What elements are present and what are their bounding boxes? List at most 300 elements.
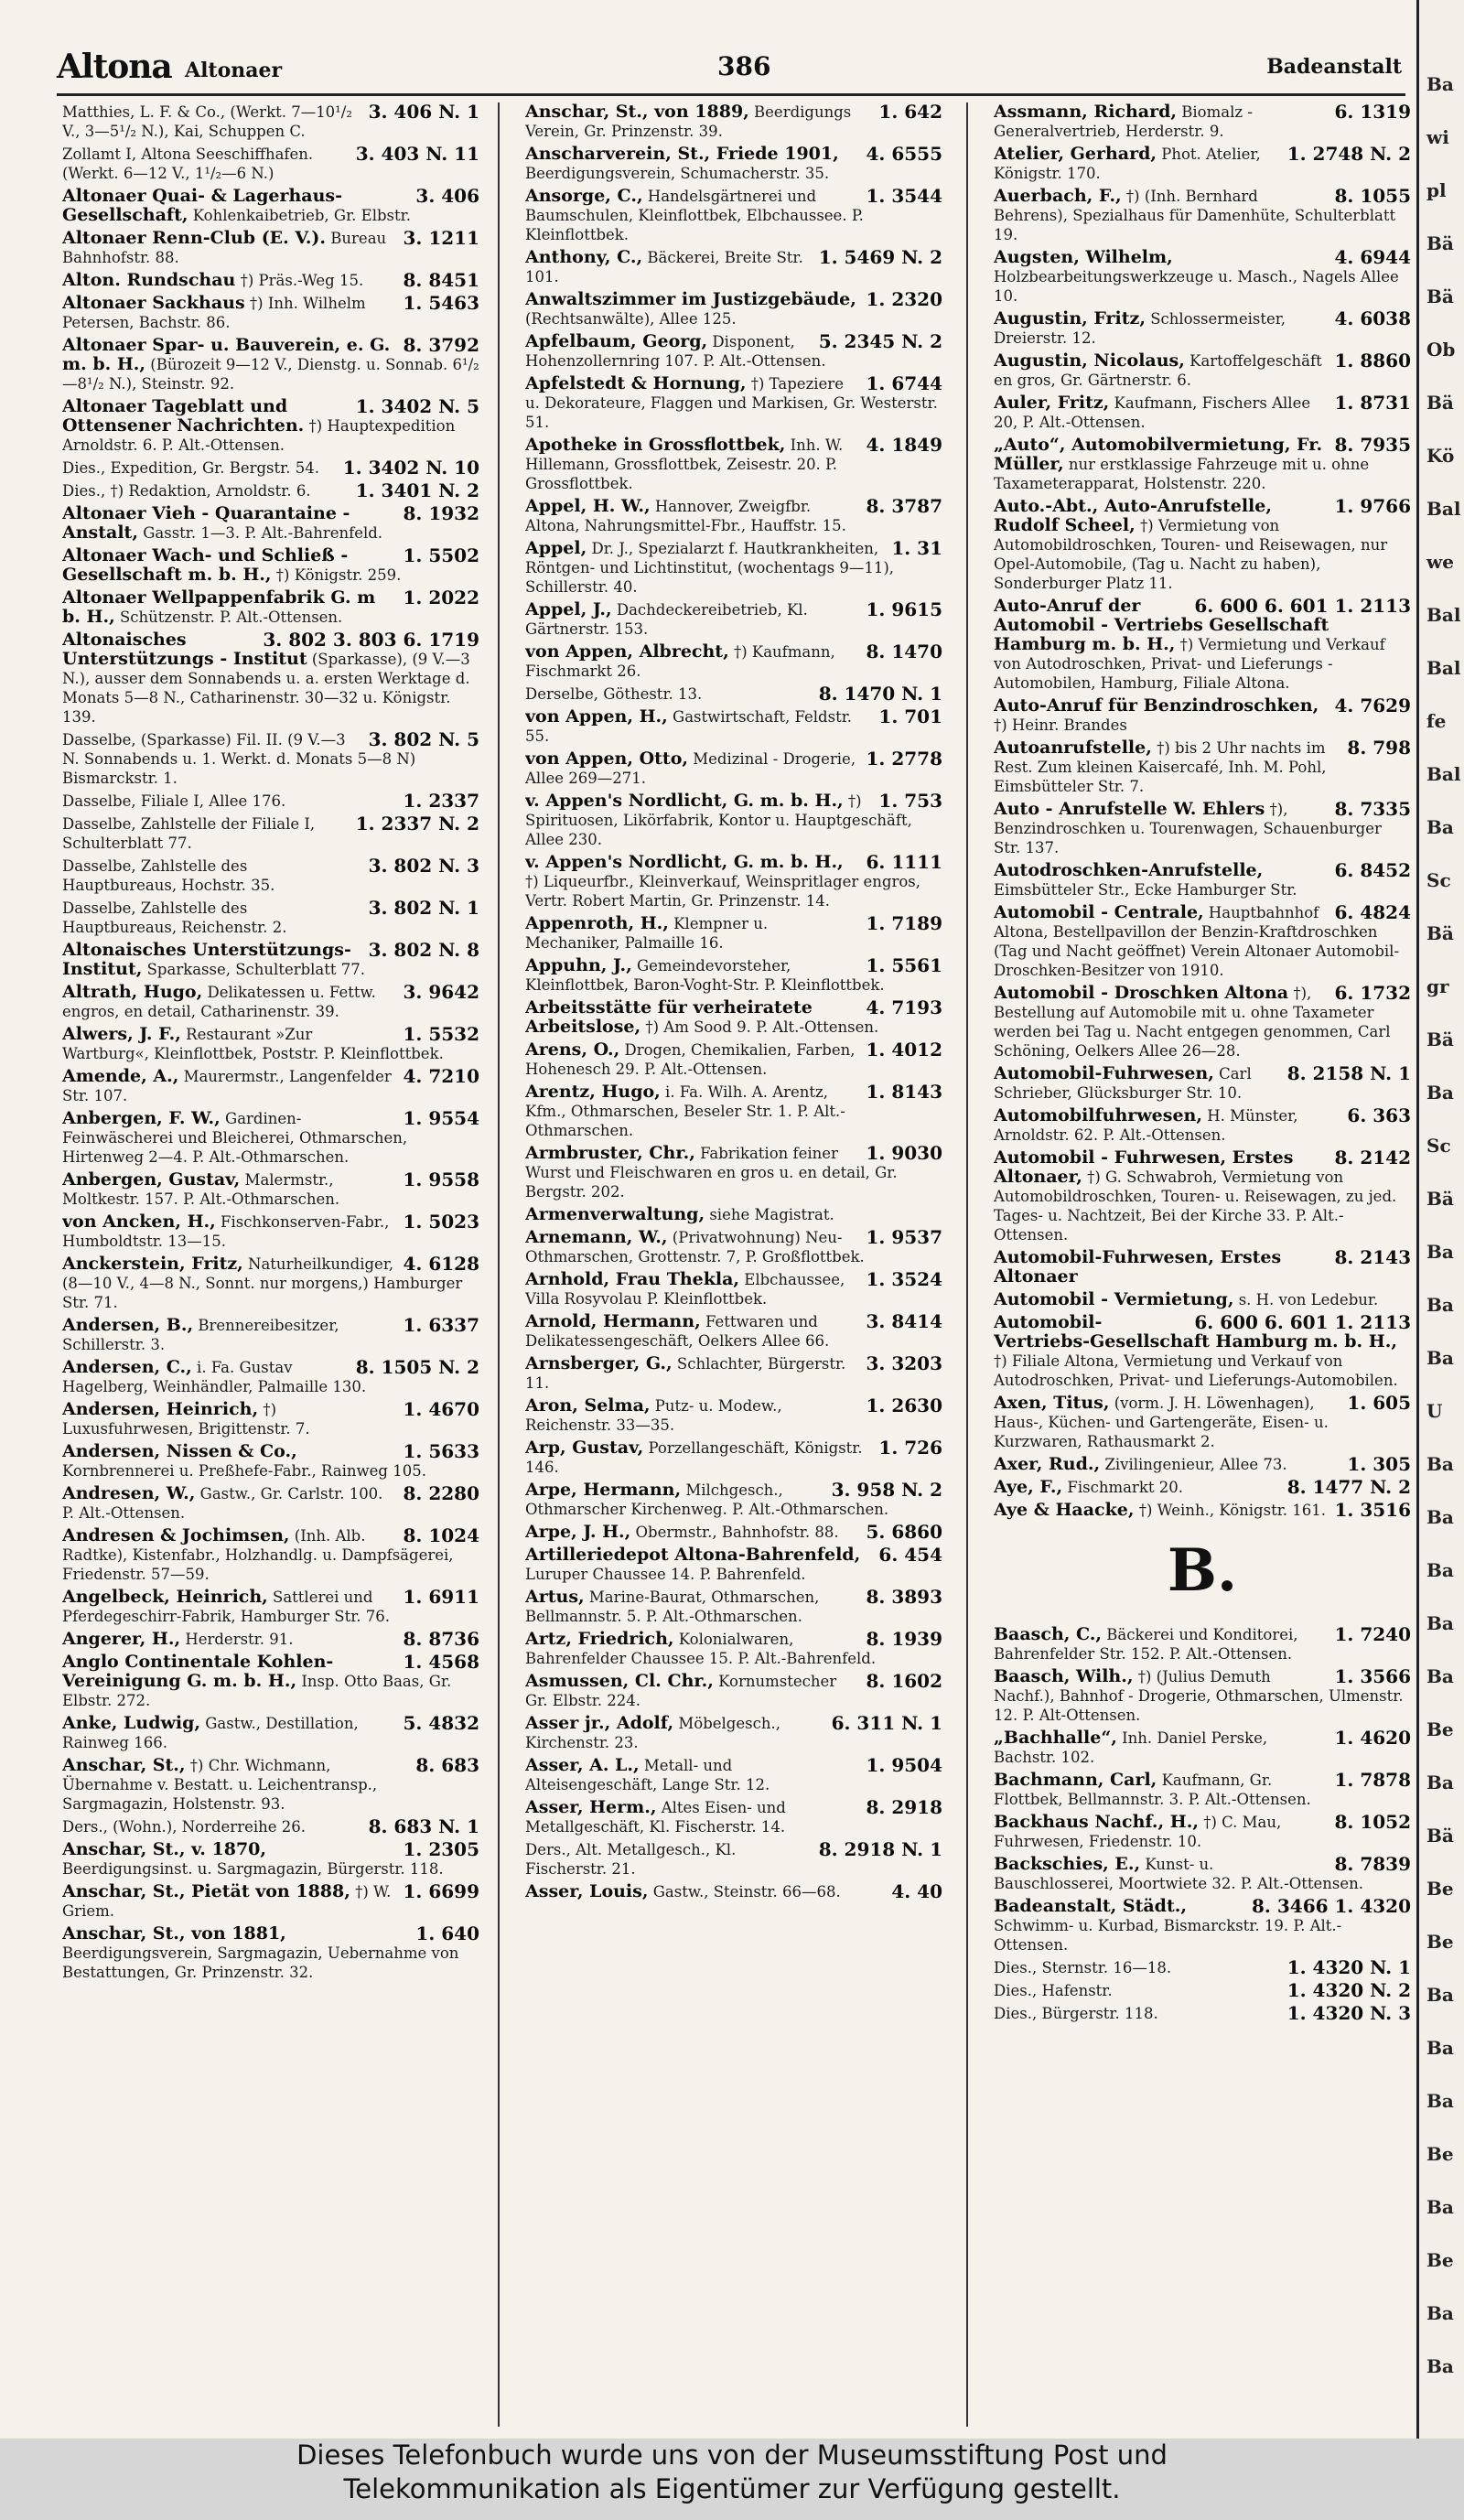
adjacent-page-fragment: Ba (1426, 2037, 1454, 2059)
directory-entry (994, 497, 1411, 593)
phone-number: 6. 8452 (1334, 859, 1411, 881)
phone-number: 1. 5469 N. 2 (818, 246, 942, 268)
subscriber-details: †) Am Sood 9. P. Alt.-Ottensen. (645, 1018, 879, 1036)
directory-entry (62, 1817, 479, 1836)
phone-number: 8. 3466 1. 4320 (1252, 1895, 1411, 1917)
phone-number: 8. 1470 (866, 641, 942, 662)
adjacent-page-fragment: Sc (1426, 869, 1451, 891)
directory-entry (525, 1438, 942, 1477)
directory-entry (994, 1290, 1411, 1309)
column-divider (966, 102, 968, 2427)
subscriber-name: Appuhn, J., (525, 955, 632, 975)
subscriber-details: Dies., †) Redaktion, Arnoldstr. 6. (62, 482, 311, 500)
subscriber-name: Angerer, H., (62, 1629, 181, 1649)
subscriber-name: Auto-Anruf für Benzindroschken, (994, 695, 1319, 716)
subscriber-name: Automobil-Fuhrwesen, Erstes Altonaer (994, 1247, 1282, 1287)
directory-entry (525, 1523, 942, 1542)
subscriber-details: Inh. W. Hillemann, Grossflottbek, Zeisestr. 20. P. Grossflottbek. (525, 436, 844, 492)
subscriber-details: Milchgesch., Othmarscher Kirchenweg. P. Alt.-Othmarschen. (525, 1481, 889, 1518)
subscriber-details: Bäckerei und Konditorei, Bahrenfelder Str. 152. P. Alt.-Ottensen. (994, 1626, 1298, 1663)
column-divider (498, 102, 500, 2427)
phone-number: 3. 8414 (866, 1310, 942, 1332)
directory-entry (62, 630, 479, 727)
subscriber-name: Anbergen, Gustav, (62, 1169, 241, 1190)
directory-entry (525, 956, 942, 995)
phone-number: 8. 7935 (1334, 434, 1411, 456)
directory-entry (994, 1855, 1411, 1893)
subscriber-name: Assmann, Richard, (994, 102, 1178, 122)
adjacent-page-fragment: Ba (1426, 1984, 1454, 2006)
directory-entry (994, 102, 1411, 141)
phone-number: 3. 802 N. 3 (368, 855, 479, 877)
phone-number: 3. 406 N. 1 (368, 102, 479, 123)
subscriber-name: „Auto“, Automobilvermietung, Fr. Müller, (994, 435, 1323, 474)
subscriber-details: †) Vermietung und Verkauf von Autodroschken, Privat- und Lieferungs - Automobilen, Hamburg, Filiale Altona. (994, 636, 1385, 692)
subscriber-name: von Ancken, H., (62, 1212, 216, 1232)
subscriber-details: Medizinal - Drogerie, Allee 269—271. (525, 750, 856, 787)
phone-number: 1. 2748 N. 2 (1286, 143, 1411, 165)
phone-number: 8. 1470 N. 1 (818, 683, 942, 705)
directory-entry (994, 1455, 1411, 1474)
phone-number: 1. 4620 (1334, 1727, 1411, 1749)
phone-number: 8. 7839 (1334, 1853, 1411, 1875)
phone-number: 1. 9504 (866, 1754, 942, 1776)
subscriber-details: Fischmarkt 20. (1067, 1479, 1183, 1496)
directory-entry (525, 1840, 942, 1879)
subscriber-name: Aye & Haacke, (994, 1500, 1135, 1520)
subscriber-name: Anckerstein, Fritz, (62, 1254, 243, 1274)
directory-entry (994, 436, 1411, 493)
subscriber-name: Auto - Anrufstelle W. Ehlers (994, 799, 1265, 819)
subscriber-name: Anschar, St., von 1889, (525, 102, 749, 122)
directory-entry (525, 1228, 942, 1266)
subscriber-details: Schlachter, Bürgerstr. 11. (525, 1355, 846, 1392)
adjacent-page-fragment: Bal (1426, 657, 1461, 679)
phone-number: 1. 2305 (403, 1838, 479, 1860)
subscriber-name: Apfelbaum, Georg, (525, 331, 708, 351)
subscriber-details: Hauptbahnhof Altona, Bestellpavillon der Benzin-Kraftdroschken (Tag und Nacht geöffnet) Verein Altonaer Automobil-Droschken-Besitzer von 1910. (994, 904, 1400, 979)
directory-entry (62, 941, 479, 979)
subscriber-name: Andersen, Nissen & Co., (62, 1441, 297, 1461)
adjacent-page-fragment: Be (1426, 1718, 1454, 1740)
subscriber-details: (Sparkasse), (9 V.—3 N.), ausser dem Sonnabends u. a. ersten Werktage d. Monats 5—8 N., Catharinenstr. 30—32 u. Königstr. 139. (62, 651, 470, 726)
subscriber-details: siehe Magistrat. (709, 1206, 834, 1223)
subscriber-details: H. Münster, Arnoldstr. 62. P. Alt.-Ottensen. (994, 1107, 1298, 1144)
subscriber-name: Apotheke in Grossflottbek, (525, 435, 786, 455)
subscriber-details: †), Benzindroschken u. Tourenwagen, Schauenburger Str. 137. (994, 801, 1382, 856)
directory-entry (525, 497, 942, 535)
phone-number: 6. 1319 (1334, 102, 1411, 123)
directory-entry (62, 102, 479, 141)
subscriber-details: Beerdigungsverein, Schumacherstr. 35. (525, 165, 830, 182)
subscriber-name: von Appen, Otto, (525, 748, 688, 769)
subscriber-details: Beerdigungsverein, Sargmagazin, Uebernahme von Bestattungen, Gr. Prinzenstr. 32. (62, 1944, 459, 1981)
phone-number: 8. 2142 (1334, 1147, 1411, 1168)
adjacent-page-fragment: Ba (1426, 2302, 1454, 2324)
subscriber-name: Auler, Fritz, (994, 393, 1110, 413)
phone-number: 1. 2630 (866, 1395, 942, 1416)
subscriber-details: Gastw., Gr. Carlstr. 100. P. Alt.-Ottensen. (62, 1485, 383, 1522)
subscriber-name: Appenroth, H., (525, 913, 669, 933)
subscriber-details: Zivilingenieur, Allee 73. (1104, 1456, 1287, 1473)
adjacent-page-fragment: Bä (1426, 922, 1454, 944)
subscriber-name: Altrath, Hugo, (62, 982, 203, 1002)
subscriber-details: Matthies, L. F. & Co., (Werkt. 7—10¹/₂ V., 3—5¹/₂ N.), Kai, Schuppen C. (62, 103, 352, 140)
subscriber-details: Kolonialwaren, Bahrenfelder Chaussee 15. P. Alt.-Bahrenfeld. (525, 1631, 877, 1667)
directory-entry (994, 1248, 1411, 1287)
subscriber-name: Altonaer Quai- & Lagerhaus-Gesellschaft, (62, 186, 342, 225)
directory-entry (62, 187, 479, 225)
phone-number: 1. 31 (891, 537, 942, 559)
phone-number: 1. 2337 N. 2 (355, 813, 479, 835)
subscriber-name: Anglo Continentale Kohlen-Vereinigung G. m. b. H., (62, 1652, 334, 1691)
footer-notice (0, 2439, 1464, 2520)
subscriber-name: Atelier, Gerhard, (994, 144, 1157, 164)
subscriber-name: Andresen, W., (62, 1483, 196, 1503)
subscriber-details: s. H. von Ledebur. (1238, 1291, 1379, 1308)
phone-number: 3. 802 N. 8 (368, 939, 479, 961)
phone-number: 8. 2280 (403, 1482, 479, 1504)
adjacent-page-fragment: Bä (1426, 1028, 1454, 1050)
phone-number: 8. 3893 (866, 1586, 942, 1608)
phone-number: 1. 5561 (866, 954, 942, 976)
phone-number: 1. 4320 N. 2 (1286, 1979, 1411, 2001)
subscriber-details: Dasselbe, Zahlstelle der Filiale I, Schulterblatt 77. (62, 815, 316, 852)
adjacent-page-fragment: Ba (1426, 2090, 1454, 2112)
phone-number: 3. 802 3. 803 6. 1719 (263, 629, 479, 651)
phone-number: 1. 6911 (403, 1586, 479, 1608)
subscriber-name: Andresen & Jochimsen, (62, 1525, 290, 1545)
subscriber-details: †) Kaufmann, Fischmarkt 26. (525, 643, 835, 680)
directory-entry (525, 1756, 942, 1794)
phone-number: 6. 600 6. 601 1. 2113 (1194, 595, 1411, 617)
phone-number: 1. 9537 (866, 1226, 942, 1248)
subscriber-name: Ansorge, C., (525, 186, 643, 206)
directory-entry (525, 914, 942, 953)
directory-entry (994, 1897, 1411, 1955)
phone-number: 8. 1932 (403, 502, 479, 524)
subscriber-name: Asmussen, Cl. Chr., (525, 1671, 714, 1691)
phone-number: 4. 6128 (403, 1253, 479, 1275)
phone-number: 5. 4832 (403, 1712, 479, 1734)
subscriber-name: v. Appen's Nordlicht, G. m. b. H., (525, 791, 844, 811)
phone-number: 1. 8143 (866, 1081, 942, 1103)
subscriber-details: Dasselbe, Zahlstelle des Hauptbureaus, Hochstr. 35. (62, 857, 275, 894)
directory-entry (525, 1545, 942, 1584)
subscriber-name: Apfelstedt & Hornung, (525, 373, 747, 393)
directory-entry (525, 1040, 942, 1079)
directory-entry (525, 1798, 942, 1836)
adjacent-page-fragment: Ba (1426, 1082, 1454, 1104)
phone-number: 1. 4320 N. 1 (1286, 1956, 1411, 1978)
phone-number: 1. 4320 N. 3 (1286, 2002, 1411, 2024)
phone-number: 1. 5463 (403, 292, 479, 314)
subscriber-details: Inh. Daniel Perske, Bachstr. 102. (994, 1729, 1268, 1766)
phone-number: 8. 3792 (403, 334, 479, 356)
adjacent-page-fragment: pl (1426, 179, 1447, 201)
phone-number: 1. 5502 (403, 544, 479, 566)
phone-number: 6. 454 (878, 1544, 942, 1566)
subscriber-details: Delikatessen u. Fettw. engros, en detail, Catharinenstr. 39. (62, 984, 376, 1020)
subscriber-name: Angelbeck, Heinrich, (62, 1587, 268, 1607)
directory-entry (525, 102, 942, 141)
footer-line-2: Telekommunikation als Eigentümer zur Verfügung gestellt. (343, 2473, 1121, 2504)
subscriber-details: Beerdigungs Verein, Gr. Prinzenstr. 39. (525, 103, 852, 140)
directory-entry (62, 1756, 479, 1814)
subscriber-details: †) C. Mau, Fuhrwesen, Friedenstr. 10. (994, 1814, 1282, 1850)
subscriber-details: Gardinen-Feinwäscherei und Bleicherei, Othmarschen, Hirtenweg 2—4. P. Alt.-Othmarschen. (62, 1110, 408, 1166)
directory-entry (994, 1981, 1411, 2000)
directory-entry (62, 856, 479, 895)
adjacent-page-fragment: Bal (1426, 604, 1461, 626)
adjacent-page-fragment: Ba (1426, 1294, 1454, 1316)
phone-number: 5. 2345 N. 2 (818, 330, 942, 352)
directory-entry (525, 600, 942, 639)
directory-entry (994, 145, 1411, 183)
phone-number: 1. 9766 (1334, 495, 1411, 517)
phone-number: 3. 1211 (403, 227, 479, 249)
subscriber-name: Appel, J., (525, 599, 612, 619)
phone-number: 8. 1505 N. 2 (355, 1356, 479, 1378)
directory-entry (62, 1170, 479, 1209)
subscriber-name: Artilleriedepot Altona-Bahrenfeld, (525, 1545, 861, 1565)
subscriber-details: i. Fa. Wilh. A. Arentz, Kfm., Othmarschen, Beseler Str. 1. P. Alt.-Othmarschen. (525, 1083, 845, 1139)
directory-entry (62, 504, 479, 543)
adjacent-page-fragment: Ba (1426, 1506, 1454, 1528)
subscriber-details: Sattlerei und Pferdegeschirr-Fabrik, Hamburger Str. 76. (62, 1588, 391, 1625)
phone-number: 8. 8451 (403, 269, 479, 291)
phone-number: 1. 6699 (403, 1880, 479, 1902)
subscriber-name: Altonaer Wellpappenfabrik G. m b. H., (62, 587, 376, 627)
directory-entry (994, 1625, 1411, 1664)
phone-number: 3. 3203 (866, 1352, 942, 1374)
subscriber-details: †) bis 2 Uhr nachts im Rest. Zum kleinen Kaisercafé, Inh. M. Pohl, Eimsbütteler Str. 7. (994, 739, 1327, 795)
directory-entry (525, 145, 942, 183)
subscriber-details: Kartoffelgeschäft en gros, Gr. Gärtnerstr. 6. (994, 352, 1322, 389)
directory-entry (994, 861, 1411, 899)
subscriber-details: Bäckerei, Breite Str. 101. (525, 249, 803, 285)
adjacent-page-fragment: Ba (1426, 73, 1454, 95)
directory-entry (525, 290, 942, 328)
subscriber-details: Biomalz - Generalvertrieb, Herderstr. 9. (994, 103, 1253, 140)
directory-entry (525, 1205, 942, 1224)
subscriber-name: Auto.-Abt., Auto-Anrufstelle, Rudolf Scheel, (994, 496, 1272, 535)
subscriber-name: Asser, Louis, (525, 1881, 649, 1901)
directory-entry (62, 1714, 479, 1752)
subscriber-name: Altonaer Vieh - Quarantaine - Anstalt, (62, 503, 350, 543)
phone-number: 4. 6555 (866, 143, 942, 165)
phone-number: 1. 3402 N. 10 (342, 457, 479, 479)
subscriber-details: Gasstr. 1—3. P. Alt.-Bahrenfeld. (143, 524, 383, 542)
directory-entry (62, 899, 479, 937)
column-1 (62, 102, 479, 2427)
directory-entry (62, 1255, 479, 1312)
directory-entry (62, 792, 479, 811)
subscriber-name: Arpe, J. H., (525, 1522, 631, 1542)
subscriber-details: Gastwirtschaft, Feldstr. 55. (525, 708, 853, 745)
adjacent-page-fragment: Bal (1426, 763, 1461, 785)
subscriber-name: Aye, F., (994, 1477, 1063, 1497)
subscriber-details: †) Chr. Wichmann, Übernahme v. Bestatt. u. Leichentransp., Sargmagazin, Holstenstr. 93. (62, 1757, 378, 1813)
subscriber-name: Anscharverein, St., Friede 1901, (525, 144, 839, 164)
subscriber-details: Dachdeckereibetrieb, Kl. Gärtnerstr. 153. (525, 601, 808, 638)
subscriber-name: Anwaltszimmer im Justizgebäude, (525, 289, 856, 309)
directory-entry (62, 1882, 479, 1921)
phone-number: 1. 701 (878, 705, 942, 727)
subscriber-details: Möbelgesch., Kirchenstr. 23. (525, 1715, 780, 1751)
adjacent-page-fragment: we (1426, 551, 1454, 573)
directory-entry (994, 1394, 1411, 1451)
subscriber-details: Ders., Alt. Metallgesch., Kl. Fischerstr. 21. (525, 1841, 737, 1878)
directory-entry (525, 707, 942, 746)
directory-entry (525, 1312, 942, 1351)
header-first-keyword: Altonaer (185, 59, 283, 82)
directory-entry (525, 749, 942, 788)
phone-number: 1. 3402 N. 5 (355, 395, 479, 417)
subscriber-details: Insp. Otto Baas, Gr. Elbstr. 272. (62, 1673, 452, 1709)
subscriber-details: †) Vermietung von Automobildroschken, Touren- und Reisewagen, nur Opel-Automobile, (Tag u. Nacht zu haben), Sonderburger Platz 11. (994, 517, 1388, 592)
subscriber-name: Automobil-Fuhrwesen, (994, 1063, 1214, 1083)
phone-number: 1. 7240 (1334, 1623, 1411, 1645)
directory-entry (62, 1630, 479, 1649)
phone-number: 4. 6038 (1334, 307, 1411, 329)
adjacent-page-fragment: Ba (1426, 2355, 1454, 2377)
subscriber-details: Zollamt I, Altona Seeschiffhafen. (Werkt. 6—12 V., 1¹/₂—6 N.) (62, 145, 314, 182)
subscriber-details: †) Königstr. 259. (275, 566, 402, 584)
subscriber-details: Kunst- u. Bauschlosserei, Moortwiete 32. P. Alt.-Ottensen. (994, 1856, 1364, 1892)
subscriber-name: Automobil - Droschken Altona (994, 983, 1289, 1003)
phone-number: 8. 2158 N. 1 (1286, 1062, 1411, 1084)
phone-number: 3. 9642 (403, 981, 479, 1003)
subscriber-details: Kornumstecher Gr. Elbstr. 224. (525, 1673, 837, 1709)
subscriber-details: Brennereibesitzer, Schillerstr. 3. (62, 1317, 339, 1353)
phone-number: 3. 403 N. 11 (355, 143, 479, 165)
subscriber-details: Porzellangeschäft, Königstr. 146. (525, 1439, 863, 1476)
phone-number: 1. 2778 (866, 748, 942, 770)
directory-entry (525, 187, 942, 244)
subscriber-name: Arnold, Hermann, (525, 1311, 701, 1331)
subscriber-name: Augsten, Wilhelm, (994, 247, 1173, 267)
subscriber-name: Altonaer Spar- u. Bauverein, e. G. m. b. H., (62, 335, 391, 374)
phone-number: 6. 363 (1347, 1104, 1411, 1126)
directory-entry (994, 1478, 1411, 1497)
subscriber-name: Badeanstalt, Städt., (994, 1896, 1187, 1916)
adjacent-page-fragment: Ba (1426, 1665, 1454, 1687)
subscriber-details: Dasselbe, (Sparkasse) Fil. II. (9 V.—3 N. Sonnabends u. 1. Werkt. d. Monats 5—8 N) Bismarckstr. 1. (62, 731, 416, 787)
phone-number: 1. 8731 (1334, 392, 1411, 414)
directory-entry (525, 1588, 942, 1626)
subscriber-details: Dies., Hafenstr. (994, 1982, 1113, 1999)
directory-entry (525, 1396, 942, 1435)
phone-number: 1. 6337 (403, 1314, 479, 1336)
subscriber-name: Artz, Friedrich, (525, 1629, 674, 1649)
subscriber-name: Alwers, J. F., (62, 1024, 181, 1044)
subscriber-details: Malermstr., Moltkestr. 157. P. Alt.-Othmarschen. (62, 1171, 340, 1208)
adjacent-page-fragment: Ob (1426, 339, 1456, 361)
phone-number: 8. 3787 (866, 495, 942, 517)
header-city: Altona (57, 48, 172, 86)
phone-number: 1. 3516 (1334, 1499, 1411, 1521)
subscriber-details: Metall- und Alteisengeschäft, Lange Str. 12. (525, 1757, 770, 1793)
subscriber-name: Altonaer Wach- und Schließ - Gesellschaft m. b. H., (62, 545, 349, 585)
directory-entry (994, 309, 1411, 348)
phone-number: 1. 5023 (403, 1211, 479, 1233)
adjacent-page-fragment: Ba (1426, 1772, 1454, 1793)
phone-number: 4. 1849 (866, 434, 942, 456)
subscriber-name: Arpe, Hermann, (525, 1480, 682, 1500)
subscriber-name: Asser, A. L., (525, 1755, 640, 1775)
phone-number: 1. 7878 (1334, 1769, 1411, 1791)
subscriber-details: †) Präs.-Weg 15. (240, 272, 364, 289)
phone-number: 8. 7335 (1334, 798, 1411, 820)
phone-number: 1. 4568 (403, 1651, 479, 1673)
subscriber-name: Automobil - Centrale, (994, 902, 1204, 922)
header-rule (57, 93, 1405, 96)
subscriber-name: Automobilfuhrwesen, (994, 1105, 1202, 1125)
subscriber-details: Schwimm- u. Kurbad, Bismarckstr. 19. P. Alt.-Ottensen. (994, 1917, 1342, 1954)
header-last-keyword: Badeanstalt (1266, 55, 1402, 79)
directory-entry (525, 248, 942, 286)
subscriber-name: Automobil - Vermietung, (994, 1289, 1234, 1309)
directory-entry (994, 597, 1411, 693)
adjacent-page-fragment: Ba (1426, 2196, 1454, 2218)
subscriber-name: Anbergen, F. W., (62, 1108, 221, 1128)
subscriber-details: Eimsbütteler Str., Ecke Hamburger Str. (994, 881, 1297, 899)
directory-entry (525, 1481, 942, 1519)
subscriber-details: i. Fa. Gustav Hagelberg, Weinhändler, Palmaille 130. (62, 1359, 367, 1395)
subscriber-name: Backhaus Nachf., H., (994, 1812, 1199, 1832)
subscriber-name: von Appen, Albrecht, (525, 641, 729, 662)
directory-entry (994, 1771, 1411, 1809)
adjacent-page-fragment: gr (1426, 975, 1449, 997)
subscriber-name: Anthony, C., (525, 247, 643, 267)
subscriber-details: Restaurant »Zur Wartburg«, Kleinflottbek, Poststr. P. Kleinflottbek. (62, 1026, 444, 1062)
subscriber-details: nur erstklassige Fahrzeuge mit u. ohne Taxameterapparat, Holstenstr. 220. (994, 456, 1370, 492)
phone-number: 8. 2143 (1334, 1246, 1411, 1268)
directory-entry (525, 374, 942, 432)
phone-number: 1. 753 (878, 790, 942, 812)
subscriber-details: †) Filiale Altona, Vermietung und Verkauf von Autodroschken, Privat- und Lieferungs-Automobilen. (994, 1352, 1398, 1389)
subscriber-details: Fischkonserven-Fabr., Humboldtstr. 13—15. (62, 1213, 390, 1250)
phone-number: 1. 3544 (866, 185, 942, 207)
subscriber-details: (Rechtsanwälte), Allee 125. (525, 310, 737, 328)
subscriber-details: Dasselbe, Zahlstelle des Hauptbureaus, Reichenstr. 2. (62, 899, 287, 936)
subscriber-details: Obermstr., Bahnhofstr. 88. (635, 1524, 839, 1541)
adjacent-page-fragment: Be (1426, 2249, 1454, 2271)
directory-entry (994, 1313, 1411, 1390)
subscriber-details: Beerdigungsinst. u. Sargmagazin, Bürgerstr. 118. (62, 1860, 444, 1878)
phone-number: 1. 726 (878, 1437, 942, 1459)
phone-number: 1. 7189 (866, 912, 942, 934)
adjacent-page-fragment: Ba (1426, 816, 1454, 838)
subscriber-name: Appel, H. W., (525, 496, 651, 516)
directory-entry (994, 187, 1411, 244)
directory-entry (62, 1400, 479, 1438)
directory-entry (62, 145, 479, 183)
adjacent-page-fragment: Sc (1426, 1135, 1451, 1157)
page-number: 386 (717, 51, 771, 81)
subscriber-name: Axer, Rud., (994, 1454, 1101, 1474)
directory-entry (62, 983, 479, 1021)
subscriber-name: von Appen, H., (525, 706, 668, 727)
adjacent-page-fragment: Bä (1426, 392, 1454, 414)
subscriber-name: Autodroschken-Anrufstelle, (994, 860, 1264, 880)
phone-number: 3. 802 N. 1 (368, 897, 479, 919)
subscriber-details: Altes Eisen- und Metallgeschäft, Kl. Fischerstr. 14. (525, 1799, 786, 1836)
subscriber-name: Andersen, Heinrich, (62, 1399, 259, 1419)
phone-number: 1. 6744 (866, 372, 942, 394)
adjacent-page-fragment: Ba (1426, 1347, 1454, 1369)
